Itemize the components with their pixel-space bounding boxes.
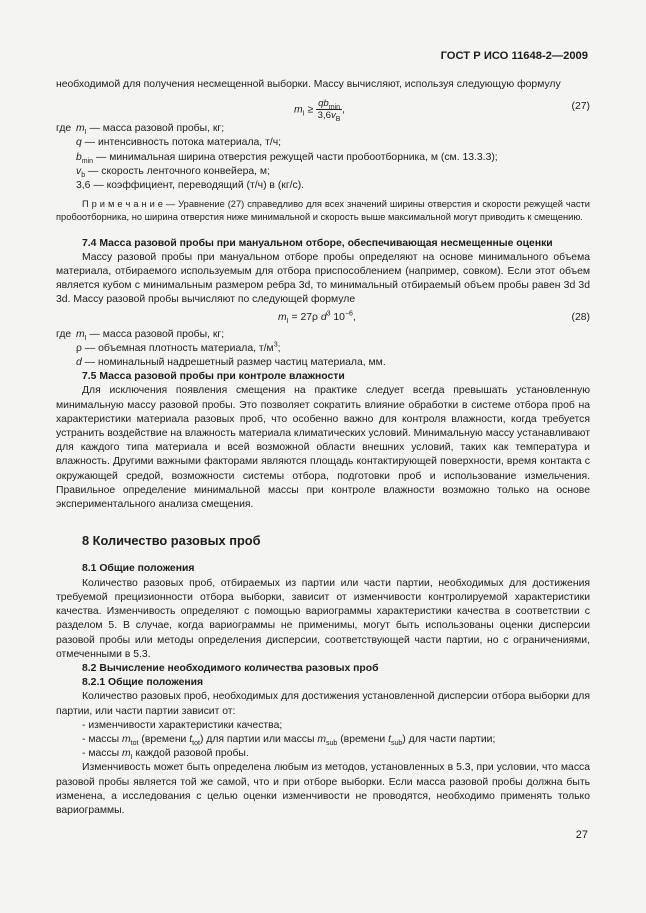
where-definition: 3,6 — коэффициент, переводящий (т/ч) в (кг/с). <box>76 180 305 192</box>
formula-27-expression <box>294 98 345 124</box>
where-symbol: d <box>76 357 82 369</box>
formula-28 <box>56 308 590 328</box>
f28-lhs-sub: I <box>286 317 289 325</box>
f27-lhs: m <box>294 104 303 116</box>
li2-m2: m <box>317 733 327 745</box>
where-27-row-1 <box>56 122 590 136</box>
where-block-28 <box>56 328 590 371</box>
li3-b: каждой разовой пробы. <box>132 748 249 760</box>
formula-27-number: (27) <box>571 101 590 113</box>
list-item-increment-mass <box>56 747 590 761</box>
section-8-heading: 8 Количество разовых проб <box>82 533 261 549</box>
where-28-row-3 <box>76 356 590 370</box>
where-27-row-3 <box>76 151 590 165</box>
where-definition: — минимальная ширина отверстия режущей части пробоотборника, м (см. 13.3.3); <box>93 151 498 163</box>
f27-num-text: qb <box>318 98 329 110</box>
f28-d: d <box>320 311 327 323</box>
where-symbol: m <box>76 123 85 135</box>
section-8-2-1-paragraph-2: Изменчивость может быть определена любым из методов, установленных в 5.3, при условии, что масса разовой пробы является той же самой, что и при отборе выборки. Если масса разовой пробы должна быть изменена, а исследования с целью оценки изменчивости не проводятся, необходимо применять только вариограммы. <box>56 762 590 816</box>
f28-pow: 3 <box>326 310 331 318</box>
where-definition: — масса разовой пробы, кг; <box>86 123 225 135</box>
li2-t1: t <box>189 733 193 745</box>
li2-t2: t <box>388 733 391 745</box>
li2-m1: m <box>122 733 131 745</box>
where-symbol: v <box>76 165 82 177</box>
li2-m2-sub: sub <box>326 740 338 747</box>
li2-e: ) для части партии; <box>402 733 496 745</box>
where-block-27 <box>56 122 590 193</box>
li2-a: - массы <box>82 733 123 745</box>
standard-header: ГОСТ Р ИСО 11648-2—2009 <box>440 50 588 62</box>
where-27-row-4 <box>76 165 590 179</box>
f27-den-text: v <box>331 110 336 122</box>
li2-t2-sub: sub <box>391 740 403 747</box>
where-definition: — скорость ленточного конвейера, м; <box>85 165 270 177</box>
f27-num-sub: min <box>328 104 341 112</box>
section-7-5-paragraph: Для исключения появления смещения на практике следует всегда превышать установленную минимальную массу разовой пробы. Это позволяет сократить влияние обработки в системе отбора проб на характеристики материала разовых проб, что особенно важно для контроля влажности, когда требуется устранить воздействие на влажность материала климатических условий. Минимальную массу устанавливают для каждого типа материала и всей возможной области внешних условий, таких как температура и влажность. Другими важными факторами являются площадь контактирующей поверхности, время контакта с окружающей средой, возможности системы отбора, подготовки проб и использование измельчения. Правильное определение минимальной массы при контроле влажности возможно только на основе экспериментального анализа смещения. <box>56 385 590 511</box>
where-definition: — номинальный надрешетный размер частиц материала, мм. <box>81 357 386 369</box>
section-8-2-1-paragraph: Количество разовых проб, необходимых для достижения установленной дисперсии отбора выборки для партии, или части партии зависит от: <box>56 691 590 717</box>
where-symbol-sub: I <box>84 129 87 137</box>
section-7-4-heading: 7.4 Масса разовой пробы при мануальном отборе, обеспечивающая несмещенные оценки <box>82 237 553 249</box>
where-symbol-sub: I <box>84 334 87 342</box>
f27-denominator <box>316 110 342 124</box>
f28-rhs-a: = 27ρ <box>288 311 321 323</box>
f27-fraction <box>316 98 342 124</box>
li2-c: ) для партии или массы <box>199 733 318 745</box>
li2-b: (времени <box>138 733 190 745</box>
list-item-lot-mass <box>56 733 590 747</box>
f28-pow2: −6 <box>344 310 353 318</box>
li2-t1-sub: tot <box>192 740 200 747</box>
where-symbol-sub: min <box>81 157 94 165</box>
where-symbol: q <box>76 137 82 149</box>
li3-m: m <box>122 748 131 760</box>
where-definition: — интенсивность потока материала, т/ч; <box>81 137 282 149</box>
where-tail: ; <box>277 342 281 354</box>
f27-relation: ≥ <box>307 104 314 116</box>
li2-m1-sub: tot <box>130 740 139 747</box>
li3-a: - массы <box>82 748 123 760</box>
section-8-2-1-heading: 8.2.1 Общие положения <box>82 677 204 689</box>
where-27-row-5 <box>76 179 590 193</box>
li3-m-sub: I <box>130 754 133 762</box>
f27-numerator <box>316 98 342 110</box>
where-28-row-2 <box>76 342 590 356</box>
where-label: где <box>56 328 72 340</box>
where-symbol-sub: b <box>81 171 86 179</box>
f27-lhs-sub: I <box>302 110 305 118</box>
intro-paragraph: необходимой для получения несмещенной выборки. Массу вычисляют, используя следующую формулу <box>56 79 561 90</box>
where-symbol: m <box>76 328 85 340</box>
f27-den-pre: 3,6 <box>317 110 331 122</box>
where-28-row-1 <box>56 328 590 342</box>
formula-28-expression <box>278 311 356 325</box>
list-item-variability: - изменчивости характеристики качества; <box>82 719 283 731</box>
formula-28-number: (28) <box>571 311 590 323</box>
where-definition: — масса разовой пробы, кг; <box>86 328 225 340</box>
section-8-2-heading: 8.2 Вычисление необходимого количества разовых проб <box>82 662 379 674</box>
f27-den-sub: B <box>335 116 341 124</box>
section-7-5-heading: 7.5 Масса разовой пробы при контроле влажности <box>82 371 345 383</box>
where-sup: 3 <box>273 341 278 349</box>
where-definition: ρ — объемная плотность материала, т/м <box>76 342 274 354</box>
where-27-row-2 <box>76 136 590 150</box>
section-7-4-paragraph: Массу разовой пробы при мануальном отборе пробы определяют на основе минимального объема материала, отбираемого используемым для отбора приспособлением (например, совком). Если этот объем является кубом с минимальным размером ребра 3d, то минимальный отбираемый объем пробы равен 3d 3d 3d. Массу разовой пробы вычисляют по следующей формуле <box>56 251 590 306</box>
where-label: где <box>56 123 72 135</box>
li2-d: (времени <box>337 733 389 745</box>
f28-mid: 10 <box>330 311 345 323</box>
section-8-1-heading: 8.1 Общие положения <box>82 563 195 575</box>
note-27: П р и м е ч а н и е — Уравнение (27) справедливо для всех значений ширины отверстия и скорости режущей части пробоотборника, но ширина отверстия ниже минимальной и скорость выше максимальной могут приводить к смещению. <box>56 199 590 223</box>
page-number: 27 <box>575 829 588 841</box>
f28-tail: , <box>352 311 356 323</box>
formula-27 <box>56 92 590 122</box>
section-8-1-paragraph: Количество разовых проб, отбираемых из партии или части партии, необходимых для достижения требуемой прецизионности отбора выборки, зависит от изменчивости контролируемой характеристики качества. Изменчивость определяют с помощью вариограммы характеристики качества в соответствии с разделом 5. В случае, когда вариограммы не применимы, могут быть использованы оценки дисперсии разовой пробы или методы определения дисперсии, соответствующей части партии, но с ограничениями, отмеченными в 5.3. <box>56 577 590 660</box>
f27-tail: , <box>342 104 345 116</box>
f28-lhs: m <box>278 311 287 323</box>
page-content <box>56 78 590 818</box>
where-symbol: b <box>76 151 82 163</box>
